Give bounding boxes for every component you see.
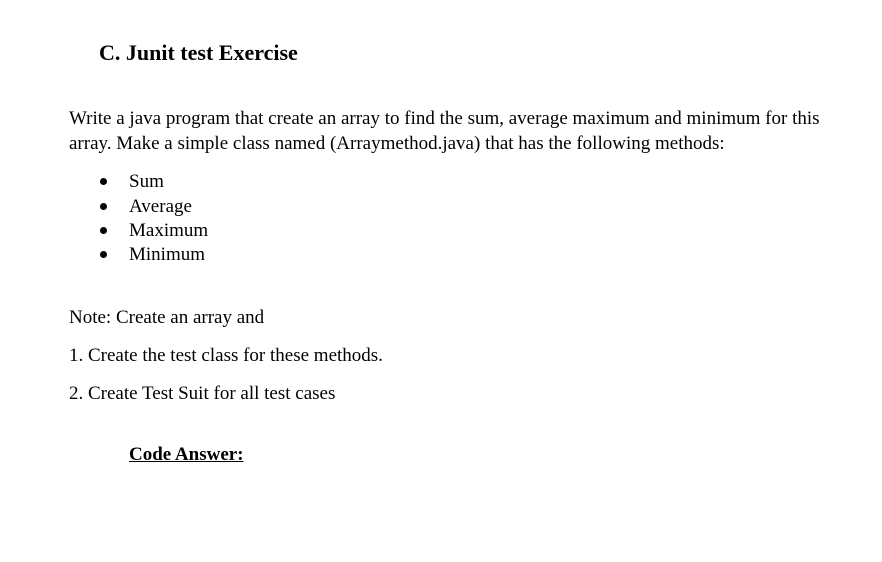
list-item	[0, 219, 400, 243]
method-label: Maximum	[129, 220, 209, 241]
step-2-line: 2. Create Test Suit for all test cases	[69, 383, 336, 404]
list-item	[0, 195, 400, 219]
exercise-heading: C. Junit test Exercise	[99, 40, 298, 65]
method-label: Average	[129, 196, 192, 217]
list-item	[0, 170, 400, 194]
list-item	[0, 243, 400, 267]
step-1-line: 1. Create the test class for these methods.	[69, 345, 383, 366]
bullet-icon	[100, 251, 107, 258]
note-line: Note: Create an array and	[69, 307, 265, 328]
bullet-icon	[100, 227, 107, 234]
bullet-icon	[100, 203, 107, 210]
bullet-icon	[100, 178, 107, 185]
intro-paragraph: Write a java program that create an array to find the sum, average maximum and minimum for this array. Make a simple class named (Arraymethod.java) that has the following methods:	[69, 108, 820, 154]
method-label: Minimum	[129, 244, 206, 265]
method-label: Sum	[129, 171, 164, 192]
code-answer-heading: Code Answer:	[129, 444, 244, 465]
